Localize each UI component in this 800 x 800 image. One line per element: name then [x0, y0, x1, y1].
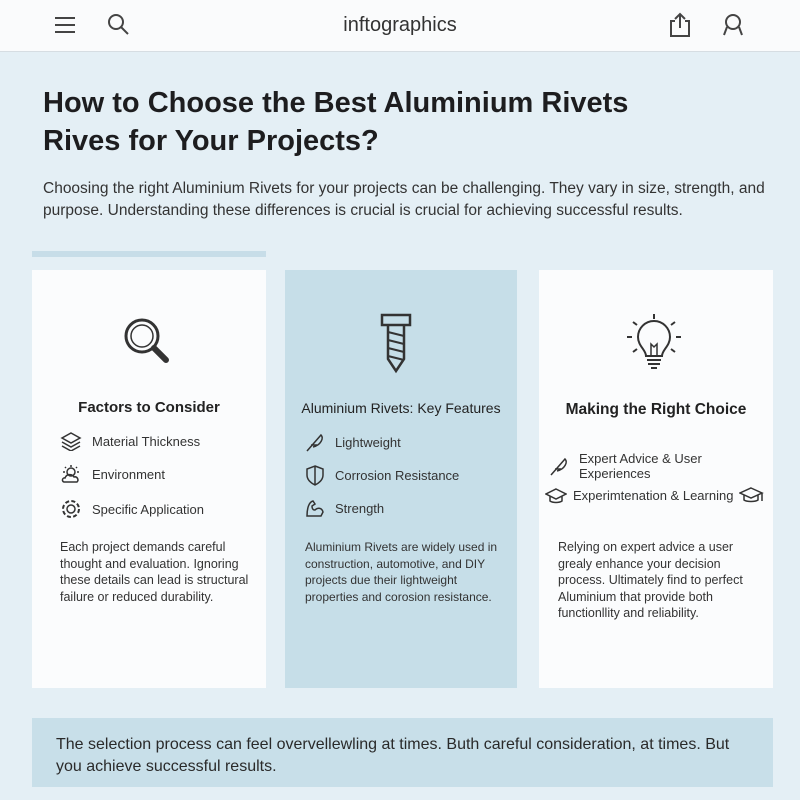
card-title: Making the Right Choice: [565, 401, 747, 418]
card-description: Relying on expert advice a user grealy enhance your decision process. Ultimately find to perfect Aluminium that provide both functionllity and reliability.: [558, 540, 743, 620]
shield-icon: [305, 464, 325, 486]
list-item: [545, 485, 765, 505]
share-icon[interactable]: [669, 12, 691, 38]
item-label: Expert Advice & User Experiences: [579, 451, 702, 481]
intro-text: Choosing the right Aluminium Rivets for your projects can be challenging. They vary in size, strength, and purpose. Understanding these differences is crucial is crucial for achieving successful results.: [43, 180, 765, 219]
list-item: [305, 498, 384, 518]
gear-icon: [60, 498, 82, 520]
user-icon[interactable]: [722, 13, 744, 37]
item-label: Specific Application: [92, 501, 205, 517]
muscle-icon: [305, 498, 325, 518]
card-choice: [539, 270, 773, 688]
list-item: [305, 431, 401, 453]
card-factors: [32, 270, 266, 688]
card-description: Aluminium Rivets are widely used in construction, automotive, and DIY projects due their lightweight properties and corosion resistance.: [305, 540, 498, 604]
item-label: Environment: [92, 466, 165, 482]
lightbulb-icon: [625, 312, 683, 374]
card-features: [285, 270, 517, 688]
list-item: [60, 498, 204, 520]
weather-icon: [60, 464, 82, 484]
card-description: Each project demands careful thought and evaluation. Ignoring these details can lead is structural failure or reduced durability.: [60, 540, 249, 604]
card-title: Factors to Consider: [78, 399, 220, 416]
item-label: Strength: [335, 500, 385, 516]
app-title: inftographics: [343, 14, 457, 36]
item-label: Experimtenation & Learning: [573, 487, 734, 503]
graduation-cap-icon: [739, 485, 765, 505]
list-item: [549, 451, 773, 481]
divider: [32, 251, 266, 257]
magnifier-icon: [120, 314, 180, 374]
graduation-cap-icon: [545, 486, 567, 504]
item-label: Lightweight: [335, 434, 401, 450]
list-item: [60, 431, 200, 451]
page-title: How to Choose the Best Aluminium Rivets Rives for Your Projects?: [43, 87, 629, 157]
top-bar: [0, 0, 800, 52]
list-item: [305, 464, 459, 486]
screw-icon: [379, 312, 413, 374]
feather-icon: [305, 431, 325, 453]
card-title: Aluminium Rivets: Key Features: [301, 400, 501, 416]
summary-box: [32, 718, 773, 787]
feather-icon: [549, 455, 569, 477]
list-item: [60, 464, 165, 484]
summary-text: The selection process can feel overvellewling at times. Buth careful consideration, at times. But you achieve successful results.: [56, 736, 730, 775]
item-label: Corrosion Resistance: [335, 467, 460, 483]
item-label: Material Thickness: [92, 433, 201, 449]
layers-icon: [60, 431, 82, 451]
